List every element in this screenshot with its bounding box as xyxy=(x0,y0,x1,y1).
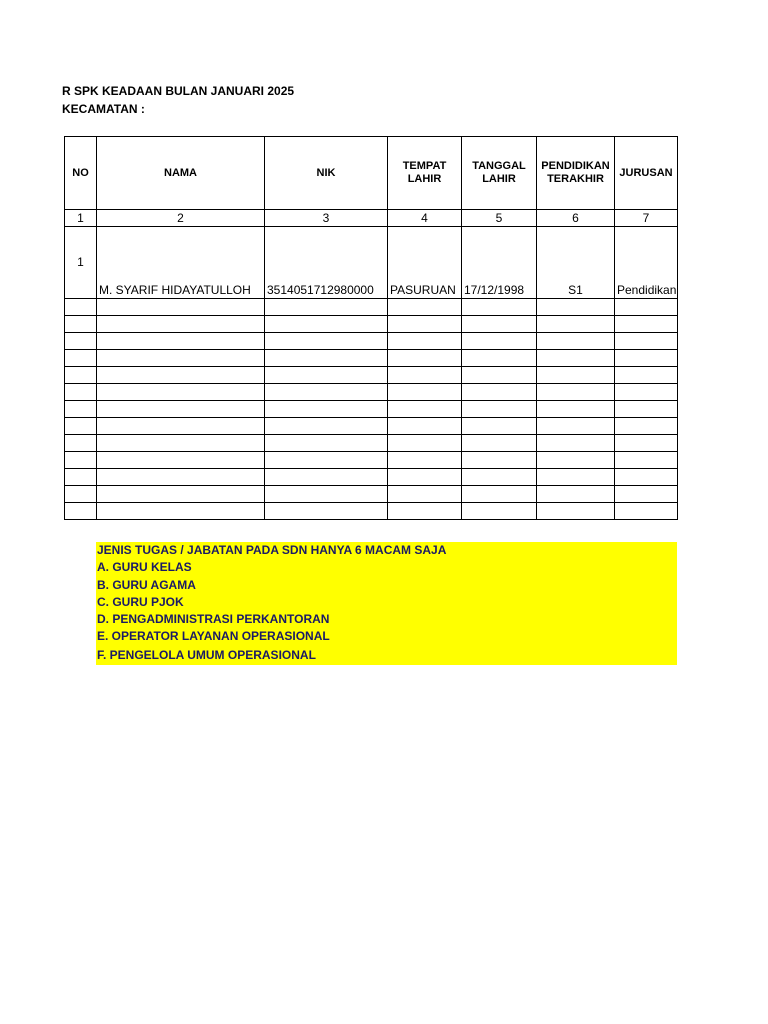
empty-cell[interactable] xyxy=(615,384,678,401)
empty-cell[interactable] xyxy=(462,418,537,435)
empty-cell[interactable] xyxy=(462,333,537,350)
empty-cell[interactable] xyxy=(462,486,537,503)
cell-tanggal-lahir[interactable]: 17/12/1998 xyxy=(462,227,537,299)
empty-cell[interactable] xyxy=(615,401,678,418)
header-row xyxy=(65,137,678,210)
empty-cell[interactable] xyxy=(97,469,265,486)
empty-cell[interactable] xyxy=(265,299,388,316)
empty-cell[interactable] xyxy=(537,350,615,367)
empty-cell[interactable] xyxy=(265,435,388,452)
empty-cell[interactable] xyxy=(615,350,678,367)
empty-cell[interactable] xyxy=(65,486,97,503)
cell-nik[interactable]: 3514051712980000 xyxy=(265,227,388,299)
empty-cell[interactable] xyxy=(615,435,678,452)
empty-cell[interactable] xyxy=(265,401,388,418)
empty-cell[interactable] xyxy=(615,452,678,469)
empty-cell[interactable] xyxy=(388,316,462,333)
empty-cell[interactable] xyxy=(615,299,678,316)
column-header-tanggal-lahir: TANGGAL LAHIR xyxy=(462,137,537,210)
empty-row xyxy=(65,367,678,384)
sheet-subtitle: KECAMATAN : xyxy=(62,102,145,116)
column-header-no: NO xyxy=(65,137,97,210)
note-item: C. GURU PJOK xyxy=(97,595,184,609)
empty-cell[interactable] xyxy=(97,486,265,503)
empty-cell[interactable] xyxy=(65,435,97,452)
empty-cell[interactable] xyxy=(65,350,97,367)
empty-cell[interactable] xyxy=(265,367,388,384)
empty-cell[interactable] xyxy=(65,316,97,333)
empty-cell[interactable] xyxy=(265,503,388,520)
empty-cell[interactable] xyxy=(97,367,265,384)
empty-cell[interactable] xyxy=(97,350,265,367)
column-number: 2 xyxy=(97,210,265,227)
empty-row xyxy=(65,384,678,401)
column-header-jurusan: JURUSAN xyxy=(615,137,678,210)
column-number: 1 xyxy=(65,210,97,227)
empty-cell[interactable] xyxy=(265,486,388,503)
empty-cell[interactable] xyxy=(537,435,615,452)
empty-cell[interactable] xyxy=(615,333,678,350)
cell-nama[interactable]: M. SYARIF HIDAYATULLOH xyxy=(97,227,265,299)
empty-cell[interactable] xyxy=(388,418,462,435)
empty-row xyxy=(65,418,678,435)
empty-cell[interactable] xyxy=(388,333,462,350)
empty-row xyxy=(65,401,678,418)
empty-cell[interactable] xyxy=(97,401,265,418)
empty-cell[interactable] xyxy=(265,469,388,486)
empty-cell[interactable] xyxy=(65,367,97,384)
empty-cell[interactable] xyxy=(537,401,615,418)
sheet-title: R SPK KEADAAN BULAN JANUARI 2025 xyxy=(62,84,295,98)
empty-cell[interactable] xyxy=(265,350,388,367)
note-item: F. PENGELOLA UMUM OPERASIONAL xyxy=(97,648,316,662)
empty-cell[interactable] xyxy=(97,452,265,469)
empty-cell[interactable] xyxy=(265,384,388,401)
cell-no[interactable]: 1 xyxy=(65,227,97,299)
empty-cell[interactable] xyxy=(615,418,678,435)
empty-cell[interactable] xyxy=(388,435,462,452)
empty-cell[interactable] xyxy=(462,452,537,469)
empty-cell[interactable] xyxy=(462,401,537,418)
empty-cell[interactable] xyxy=(265,418,388,435)
empty-cell[interactable] xyxy=(97,435,265,452)
empty-cell[interactable] xyxy=(537,384,615,401)
empty-cell[interactable] xyxy=(65,384,97,401)
empty-cell[interactable] xyxy=(65,469,97,486)
column-header-nik: NIK xyxy=(265,137,388,210)
empty-cell[interactable] xyxy=(537,452,615,469)
column-header-tempat-lahir: TEMPAT LAHIR xyxy=(388,137,462,210)
column-header-nama: NAMA xyxy=(97,137,265,210)
empty-cell[interactable] xyxy=(265,333,388,350)
empty-cell[interactable] xyxy=(462,435,537,452)
empty-cell[interactable] xyxy=(388,503,462,520)
empty-cell[interactable] xyxy=(462,299,537,316)
empty-cell[interactable] xyxy=(65,418,97,435)
empty-cell[interactable] xyxy=(97,333,265,350)
table-row xyxy=(65,227,678,299)
empty-cell[interactable] xyxy=(537,299,615,316)
empty-cell[interactable] xyxy=(65,333,97,350)
empty-cell[interactable] xyxy=(615,367,678,384)
empty-cell[interactable] xyxy=(462,384,537,401)
empty-cell[interactable] xyxy=(615,503,678,520)
empty-cell[interactable] xyxy=(388,452,462,469)
empty-row xyxy=(65,316,678,333)
cell-jurusan[interactable]: Pendidikan xyxy=(615,227,678,299)
empty-cell[interactable] xyxy=(462,469,537,486)
empty-cell[interactable] xyxy=(97,384,265,401)
column-number-row xyxy=(65,210,678,227)
empty-cell[interactable] xyxy=(537,503,615,520)
empty-cell[interactable] xyxy=(537,486,615,503)
empty-cell[interactable] xyxy=(65,452,97,469)
empty-row xyxy=(65,350,678,367)
column-header-pendidikan: PENDIDIKAN TERAKHIR xyxy=(537,137,615,210)
empty-row xyxy=(65,435,678,452)
empty-cell[interactable] xyxy=(615,469,678,486)
empty-cell[interactable] xyxy=(462,316,537,333)
empty-row xyxy=(65,452,678,469)
empty-cell[interactable] xyxy=(388,299,462,316)
empty-cell[interactable] xyxy=(615,486,678,503)
empty-cell[interactable] xyxy=(97,503,265,520)
cell-pendidikan[interactable]: S1 xyxy=(537,227,615,299)
column-number: 5 xyxy=(462,210,537,227)
empty-cell[interactable] xyxy=(265,452,388,469)
column-number: 7 xyxy=(615,210,678,227)
empty-cell[interactable] xyxy=(537,469,615,486)
empty-cell[interactable] xyxy=(462,367,537,384)
empty-cell[interactable] xyxy=(97,299,265,316)
empty-cell[interactable] xyxy=(388,486,462,503)
empty-cell[interactable] xyxy=(388,350,462,367)
empty-row xyxy=(65,299,678,316)
empty-cell[interactable] xyxy=(388,384,462,401)
empty-cell[interactable] xyxy=(537,367,615,384)
empty-cell[interactable] xyxy=(97,316,265,333)
column-number: 6 xyxy=(537,210,615,227)
empty-row xyxy=(65,503,678,520)
empty-cell[interactable] xyxy=(65,401,97,418)
empty-cell[interactable] xyxy=(265,316,388,333)
note-item: D. PENGADMINISTRASI PERKANTORAN xyxy=(97,612,330,626)
data-table xyxy=(64,136,678,520)
empty-cell[interactable] xyxy=(462,350,537,367)
note-item: A. GURU KELAS xyxy=(97,560,192,574)
cell-tempat-lahir[interactable]: PASURUAN xyxy=(388,227,462,299)
empty-cell[interactable] xyxy=(388,367,462,384)
empty-cell[interactable] xyxy=(537,333,615,350)
column-number: 4 xyxy=(388,210,462,227)
note-item: E. OPERATOR LAYANAN OPERASIONAL xyxy=(97,629,330,643)
empty-cell[interactable] xyxy=(388,401,462,418)
empty-cell[interactable] xyxy=(97,418,265,435)
note-heading: JENIS TUGAS / JABATAN PADA SDN HANYA 6 MACAM SAJA xyxy=(97,543,447,557)
empty-cell[interactable] xyxy=(537,418,615,435)
empty-cell[interactable] xyxy=(65,503,97,520)
note-item: B. GURU AGAMA xyxy=(97,578,196,592)
empty-cell[interactable] xyxy=(462,503,537,520)
empty-cell[interactable] xyxy=(615,316,678,333)
empty-row xyxy=(65,469,678,486)
empty-cell[interactable] xyxy=(65,299,97,316)
column-number: 3 xyxy=(265,210,388,227)
empty-row xyxy=(65,333,678,350)
empty-cell[interactable] xyxy=(537,316,615,333)
empty-cell[interactable] xyxy=(388,469,462,486)
job-types-note xyxy=(96,542,677,665)
empty-row xyxy=(65,486,678,503)
